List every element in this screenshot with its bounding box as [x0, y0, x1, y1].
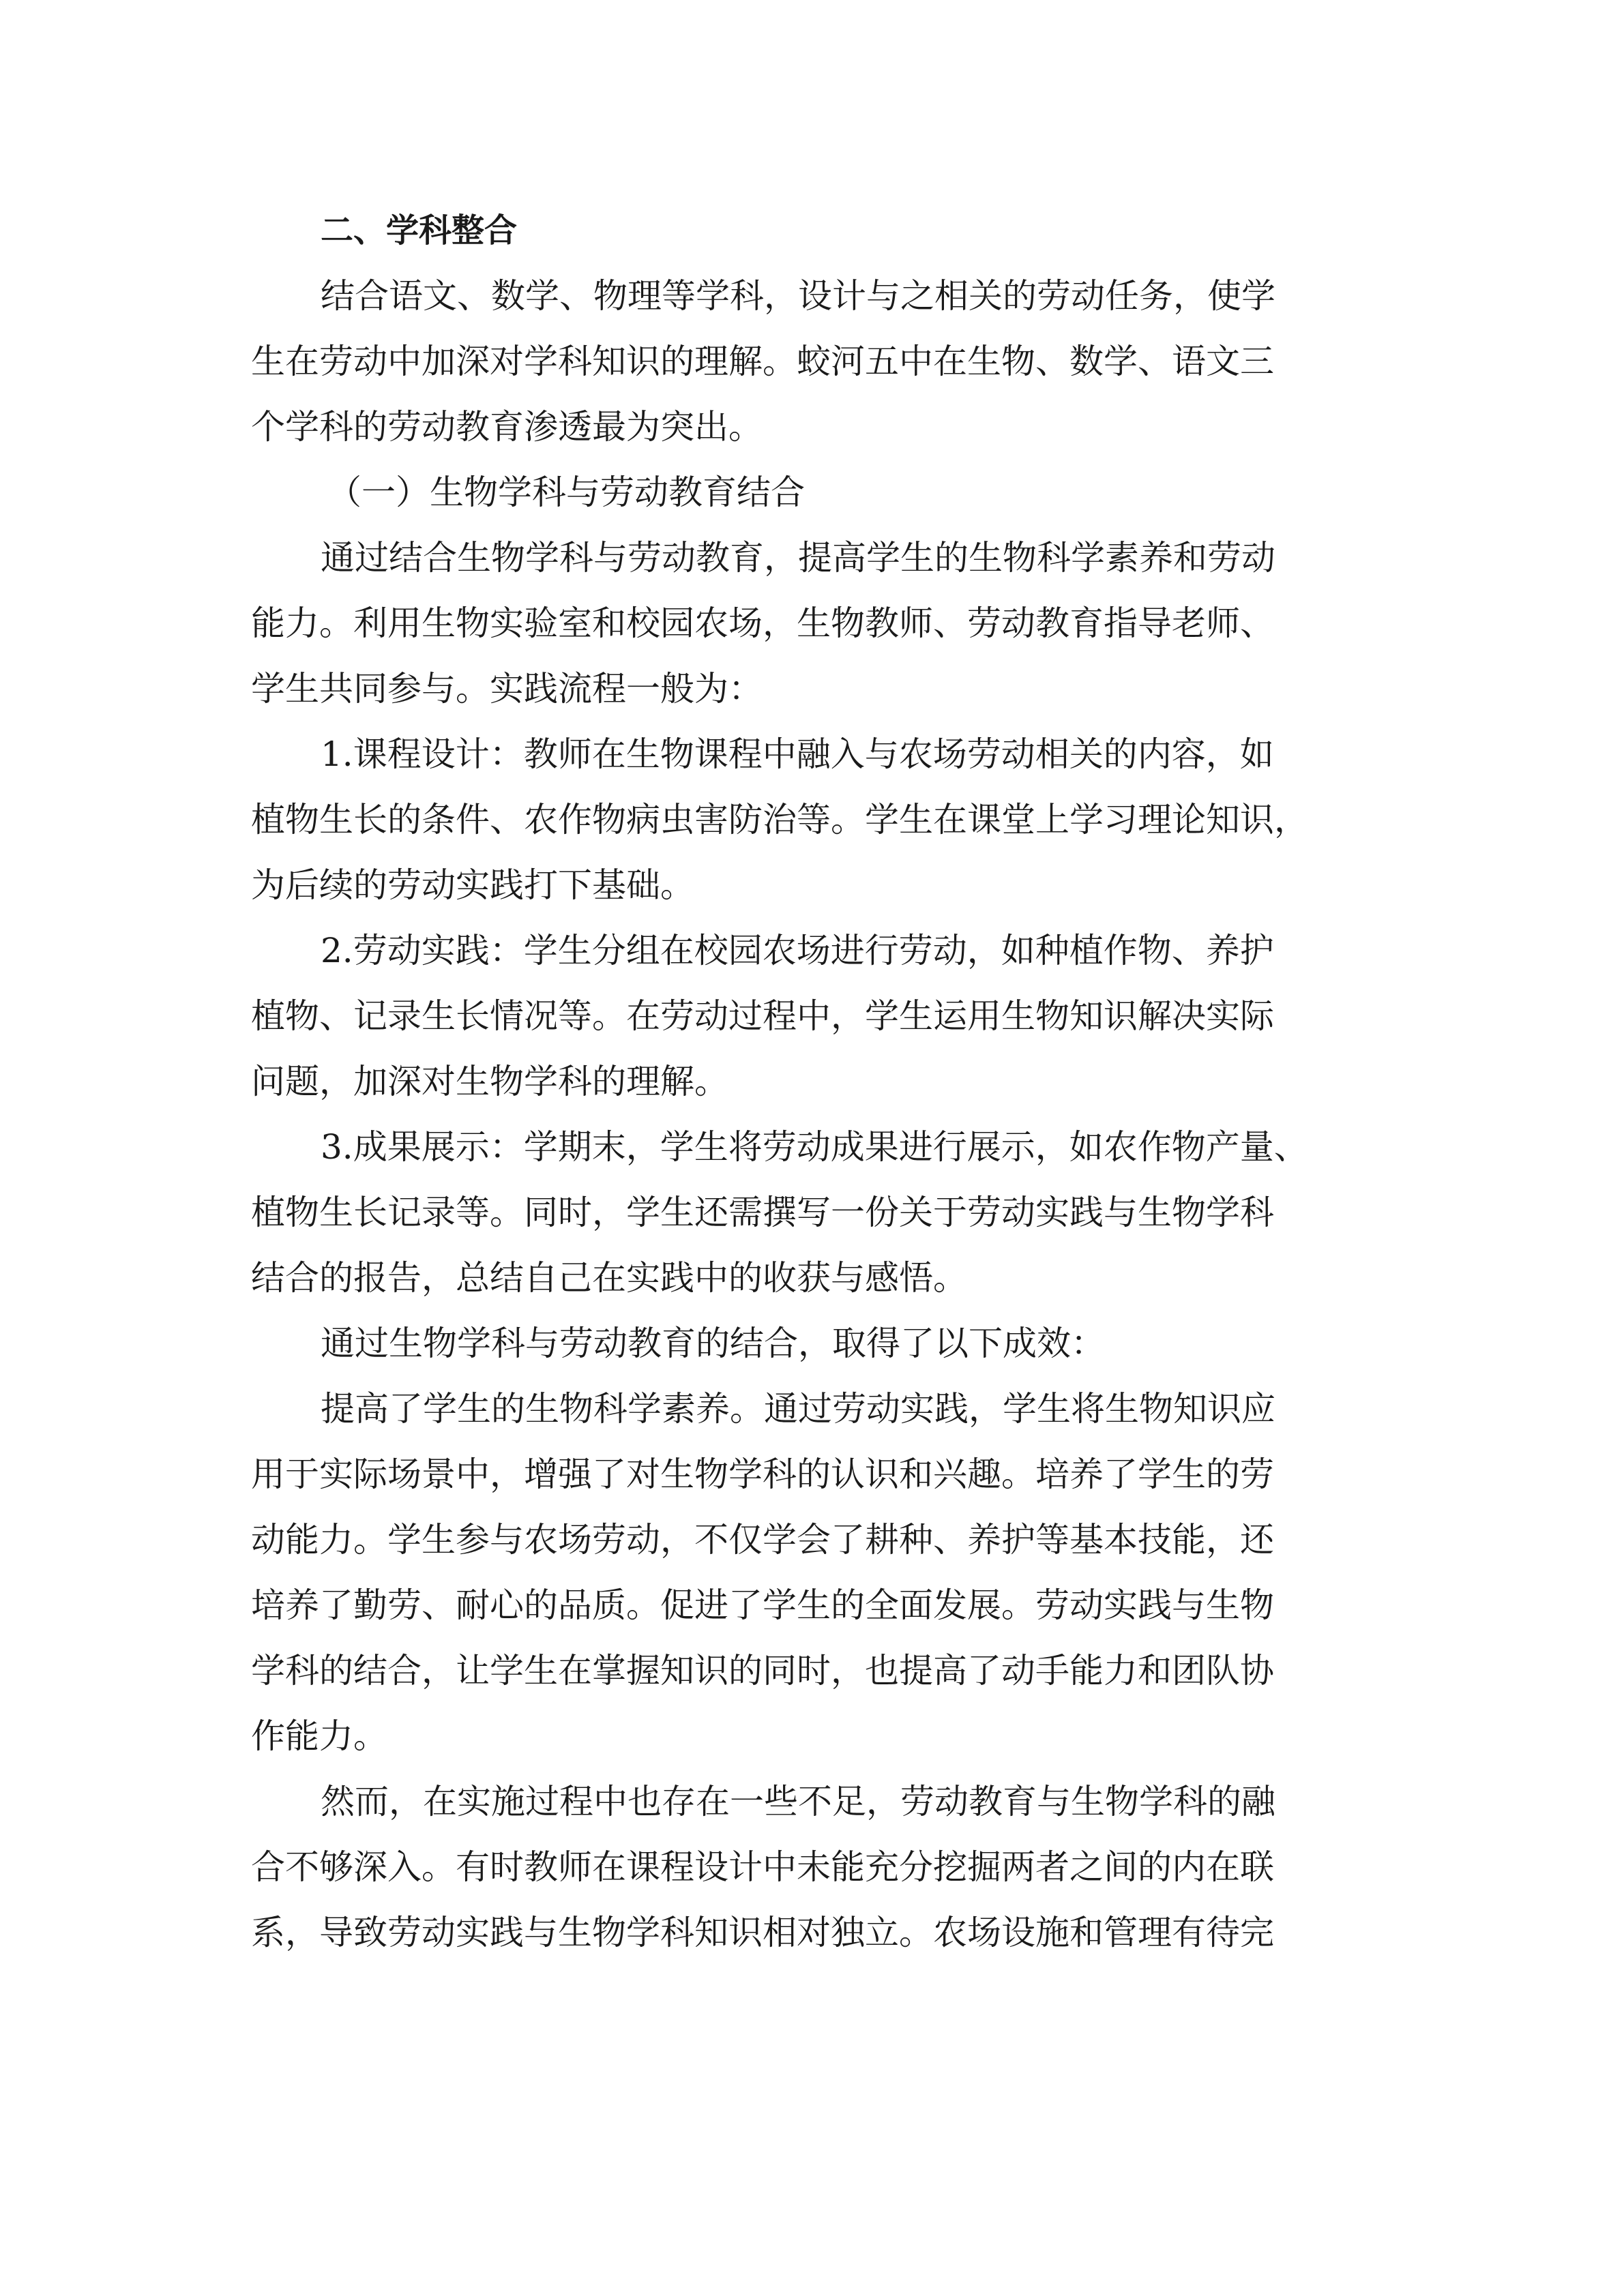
list-item-line: 植物生长的条件、农作物病虫害防治等。学生在课堂上学习理论知识，	[251, 800, 1308, 839]
list-item-line: 问题，加深对生物学科的理解。	[251, 1062, 728, 1101]
paragraph-line: 然而，在实施过程中也存在一些不足，劳动教育与生物学科的融	[321, 1782, 1275, 1821]
list-item-line: 3.成果展示：学期末，学生将劳动成果进行展示，如农作物产量、	[321, 1127, 1308, 1167]
paragraph-line: 合不够深入。有时教师在课程设计中未能充分挖掘两者之间的内在联	[251, 1847, 1274, 1887]
paragraph-line: 用于实际场景中，增强了对生物学科的认识和兴趣。培养了学生的劳	[251, 1455, 1274, 1494]
paragraph-line: 个学科的劳动教育渗透最为突出。	[251, 407, 763, 447]
document-body	[251, 198, 1376, 1965]
paragraph-line: 结合语文、数学、物理等学科，设计与之相关的劳动任务，使学	[321, 276, 1275, 316]
paragraph-line: 通过结合生物学科与劳动教育，提高学生的生物科学素养和劳动	[321, 538, 1275, 578]
paragraph-line: 提高了学生的生物科学素养。通过劳动实践，学生将生物知识应	[321, 1389, 1275, 1429]
list-item-line: 为后续的劳动实践打下基础。	[251, 865, 694, 905]
paragraph-line: 作能力。	[251, 1716, 387, 1756]
subsection-heading: （一）生物学科与劳动教育结合	[327, 473, 805, 512]
paragraph-line: 通过生物学科与劳动教育的结合，取得了以下成效：	[321, 1324, 1105, 1363]
list-item-line: 2.劳动实践：学生分组在校园农场进行劳动，如种植作物、养护	[321, 931, 1274, 970]
list-item-line: 植物、记录生长情况等。在劳动过程中，学生运用生物知识解决实际	[251, 996, 1274, 1036]
paragraph-line: 培养了勤劳、耐心的品质。促进了学生的全面发展。劳动实践与生物	[251, 1585, 1274, 1625]
paragraph-line: 学科的结合，让学生在掌握知识的同时，也提高了动手能力和团队协	[251, 1651, 1274, 1690]
list-item-line: 1.课程设计：教师在生物课程中融入与农场劳动相关的内容，如	[321, 734, 1274, 774]
paragraph-line: 动能力。学生参与农场劳动，不仅学会了耕种、养护等基本技能，还	[251, 1520, 1274, 1560]
list-item-line: 结合的报告，总结自己在实践中的收获与感悟。	[251, 1258, 967, 1298]
paragraph-line: 学生共同参与。实践流程一般为：	[251, 669, 763, 709]
section-heading: 二、学科整合	[321, 211, 518, 250]
paragraph-line: 能力。利用生物实验室和校园农场，生物教师、劳动教育指导老师、	[251, 603, 1274, 643]
paragraph-line: 生在劳动中加深对学科知识的理解。蛟河五中在生物、数学、语文三	[251, 342, 1274, 381]
list-item-line: 植物生长记录等。同时，学生还需撰写一份关于劳动实践与生物学科	[251, 1193, 1274, 1232]
paragraph-line: 系，导致劳动实践与生物学科知识相对独立。农场设施和管理有待完	[251, 1913, 1274, 1952]
